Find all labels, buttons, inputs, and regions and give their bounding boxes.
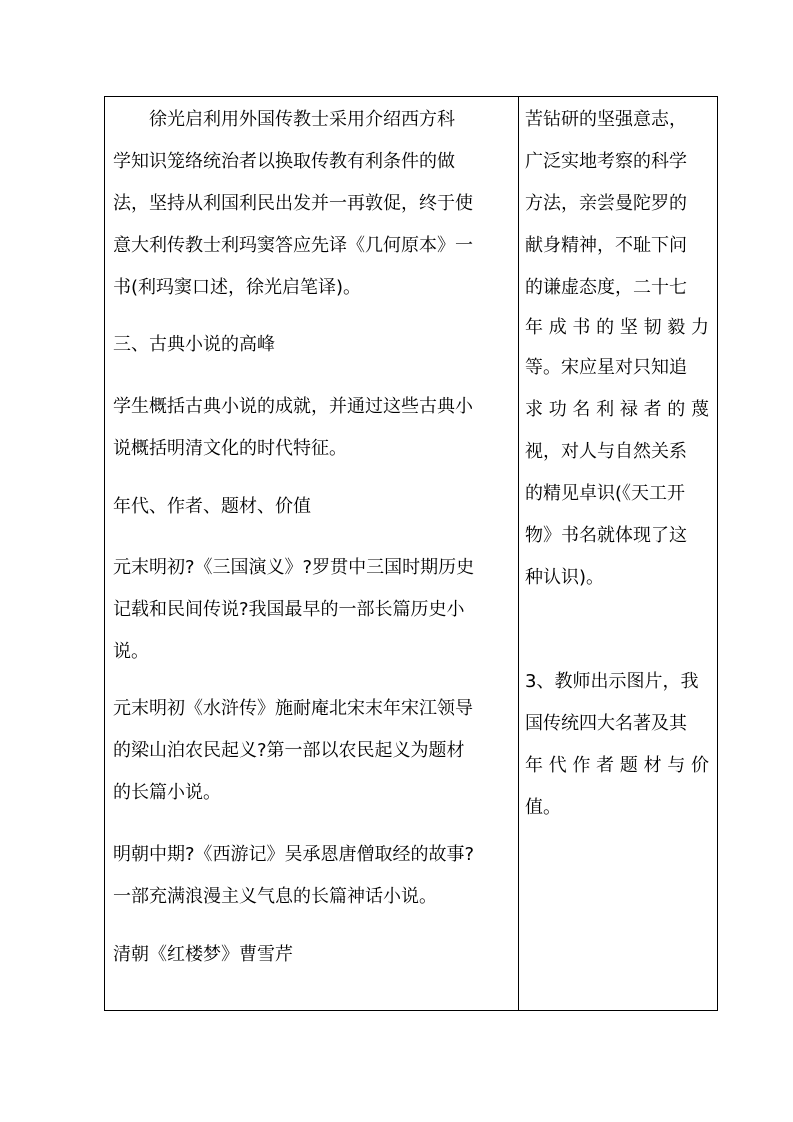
text-line: 方法，亲尝曼陀罗的 <box>525 193 687 214</box>
text-line: 种认识)。 <box>525 567 605 588</box>
text-line: 年代、作者、题材、价值 <box>113 496 311 517</box>
text-line: 物》书名就体现了这 <box>525 525 687 546</box>
text-line: 国传统四大名著及其 <box>525 713 687 734</box>
text-line: 书(利玛窦口述，徐光启笔译)。 <box>113 277 362 298</box>
text-line: 3、教师出示图片，我 <box>525 671 699 692</box>
text-line: 明朝中期?《西游记》吴承恩唐僧取经的故事? <box>113 844 475 865</box>
text-line: 的谦虚态度，二十七 <box>525 277 687 298</box>
text-line: 清朝《红楼梦》曹雪芹 <box>113 944 293 965</box>
text-line: 学知识笼络统治者以换取传教有利条件的做 <box>113 151 455 172</box>
text-line: 一部充满浪漫主义气息的长篇神话小说。 <box>113 886 437 907</box>
text-line: 元末明初《水浒传》施耐庵北宋末年宋江领导 <box>113 698 473 719</box>
text-line: 说。 <box>113 641 149 662</box>
text-line: 年代作者题材与价 <box>525 755 709 776</box>
text-line: 视，对人与自然关系 <box>525 441 687 462</box>
lesson-table <box>104 96 718 1011</box>
text-line: 的长篇小说。 <box>113 782 221 803</box>
text-line: 等。宋应星对只知追 <box>525 357 687 378</box>
text-line: 元末明初?《三国演义》?罗贯中三国时期历史 <box>113 557 475 578</box>
text-line: 献身精神，不耻下问 <box>525 235 687 256</box>
text-line: 徐光启利用外国传教士采用介绍西方科 <box>113 109 455 130</box>
text-line: 记载和民间传说?我国最早的一部长篇历史小 <box>113 599 465 620</box>
section-heading: 三、古典小说的高峰 <box>113 334 275 355</box>
column-divider <box>518 97 519 1010</box>
text-line: 的精见卓识(《天工开 <box>525 483 686 504</box>
text-line: 苦钻研的坚强意志， <box>525 109 687 130</box>
text-line: 广泛实地考察的科学 <box>525 151 687 172</box>
text-line: 说概括明清文化的时代特征。 <box>113 438 347 459</box>
text-line: 值。 <box>525 797 561 818</box>
text-line: 学生概括古典小说的成就，并通过这些古典小 <box>113 396 473 417</box>
text-line: 年成书的坚韧毅力 <box>525 317 709 338</box>
text-line: 法，坚持从利国利民出发并一再敦促，终于使 <box>113 193 473 214</box>
text-line: 的梁山泊农民起义?第一部以农民起义为题材 <box>113 740 465 761</box>
text-line: 意大利传教士利玛窦答应先译《几何原本》一 <box>113 235 473 256</box>
text-line: 求功名利禄者的蔑 <box>525 399 709 420</box>
